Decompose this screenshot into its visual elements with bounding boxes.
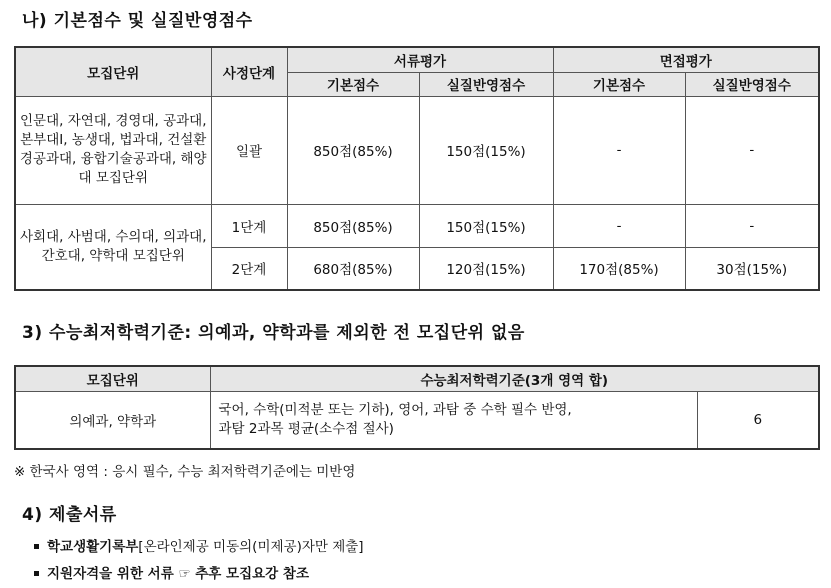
list-item-rest: [온라인제공 미동의(미제공)자만 제출] xyxy=(138,539,364,555)
stage-cell: 일괄 xyxy=(211,96,287,204)
header-doc-effective: 실질반영점수 xyxy=(419,72,553,96)
header-csat-unit: 모집단위 xyxy=(15,366,210,391)
doc-effective-cell: 150점(15%) xyxy=(419,96,553,204)
section-na-title: 나) 기본점수 및 실질반영점수 xyxy=(22,11,253,31)
doc-effective-cell: 150점(15%) xyxy=(419,204,553,247)
header-doc-basic: 기본점수 xyxy=(287,72,419,96)
list-item xyxy=(34,562,309,582)
doc-basic-cell: 850점(85%) xyxy=(287,204,419,247)
header-interview-eval: 면접평가 xyxy=(553,47,819,72)
int-basic-cell: - xyxy=(553,96,685,204)
csat-table xyxy=(14,365,820,450)
stage-cell: 1단계 xyxy=(211,204,287,247)
bullet-square-icon xyxy=(34,571,39,576)
header-int-effective: 실질반영점수 xyxy=(685,72,819,96)
int-effective-cell: 30점(15%) xyxy=(685,247,819,290)
table-row xyxy=(15,96,819,204)
score-table xyxy=(14,46,820,291)
int-basic-cell: 170점(85%) xyxy=(553,247,685,290)
int-basic-cell: - xyxy=(553,204,685,247)
header-csat-criteria: 수능최저학력기준(3개 영역 합) xyxy=(210,366,819,391)
doc-basic-cell: 850점(85%) xyxy=(287,96,419,204)
table-row xyxy=(15,391,819,449)
doc-basic-cell: 680점(85%) xyxy=(287,247,419,290)
csat-criteria-line2: 과탐 2과목 평균(소수점 절사) xyxy=(218,420,394,437)
csat-unit-cell: 의예과, 약학과 xyxy=(15,391,210,449)
unit-cell: 사회대, 사범대, 수의대, 의과대, 간호대, 약학대 모집단위 xyxy=(15,204,211,290)
csat-criteria-cell xyxy=(210,391,697,449)
list-item-bold: 지원자격을 위한 서류 ☞ 추후 모집요강 참조 xyxy=(47,566,309,582)
section-4-title: 4) 제출서류 xyxy=(22,505,117,525)
doc-effective-cell: 120점(15%) xyxy=(419,247,553,290)
header-stage: 사정단계 xyxy=(211,47,287,96)
list-item xyxy=(34,535,364,555)
int-effective-cell: - xyxy=(685,204,819,247)
header-int-basic: 기본점수 xyxy=(553,72,685,96)
csat-sum-cell: 6 xyxy=(697,391,819,449)
unit-cell: 인문대, 자연대, 경영대, 공과대, 본부대Ⅰ, 농생대, 법과대, 건설환경공과대, 융합기술공과대, 해양대 모집단위 xyxy=(15,96,211,204)
int-effective-cell: - xyxy=(685,96,819,204)
korean-history-note: ※ 한국사 영역 : 응시 필수, 수능 최저학력기준에는 미반영 xyxy=(14,464,356,480)
bullet-square-icon xyxy=(34,544,39,549)
section-3-title: 3) 수능최저학력기준: 의예과, 약학과를 제외한 전 모집단위 없음 xyxy=(22,323,525,343)
header-doc-eval: 서류평가 xyxy=(287,47,553,72)
csat-criteria-line1: 국어, 수학(미적분 또는 기하), 영어, 과탐 중 수학 필수 반영, xyxy=(218,401,572,418)
list-item-bold: 학교생활기록부 xyxy=(47,539,139,555)
stage-cell: 2단계 xyxy=(211,247,287,290)
table-row xyxy=(15,204,819,247)
header-unit: 모집단위 xyxy=(15,47,211,96)
